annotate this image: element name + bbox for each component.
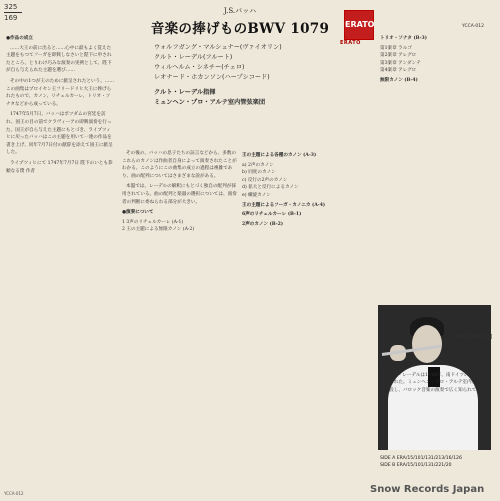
column-3 [242,150,342,490]
col4-item: 第2楽章 アレグロ [380,53,417,59]
col3-item: e) 螺旋カノン [242,192,271,198]
col2-section: ●演奏について [122,210,154,216]
col1-heading: ●作品の成立 [6,36,33,41]
col1-paragraph: 1747年5月7日、バッハはポツダムの宮廷を訪れ、国王の目の前でクラヴィーアの即興演奏を行った。国王が自ら与えた主題にもとづき、ライプツィヒに戻ったバッハはこの主題を用いて一連の作品を書き上げ、同年7月7日付の献辞を添えて国王に献呈した。 [6,112,113,156]
col4-item: 第3楽章 アンダンテ [380,60,421,66]
performer-1: ウォルフガング・マルシュナー(ヴァイオリン) [154,44,282,51]
col4-item: 無限カノン (B-4) [380,77,418,83]
performer-2: クルト・レーデル(フルート) [154,54,233,61]
col3-item: d) 拡大と反行によるカノン [242,185,299,191]
performer-3: ウィルヘルム・シネチー(チェロ) [154,64,245,71]
col3-item: 王の主題によるフーガ・カノニカ (A-4) [242,202,326,208]
conductor: クルト・レーデル指揮 [154,89,216,96]
col1-paragraph: その中の1つが王のために献呈されたという。……この曲集はプロイセン王フリードリヒ大王に捧げられたもので、カノン、リチェルカーレ、トリオ・ソナタなどから成っている。 [6,78,114,107]
note-credit: [解説: 服部幸三] [455,334,493,340]
col4-section: ●演奏者について [380,363,417,368]
title-block [140,6,340,146]
col4-item: 第4楽章 アレグロ [380,68,417,74]
col3-item: b) 同度のカノン [242,170,276,176]
watermark: Snow Records Japan [370,484,485,495]
col2-paragraph: 本盤では、レーデルの解釈にもとづく独自の配列が採用されている。曲の配列と楽器の選択については、演奏者の判断に委ねられる部分が大きい。 [122,184,237,205]
col3-item: 6声のリチェルカーレ (B-1) [242,212,302,218]
col2-item: 1 3声のリチェルカーレ (A-1) [122,219,184,225]
footer-code: YCCA-012 [4,491,24,496]
col3-heading: 王の主題による各種のカノン (A-3) [242,153,317,158]
col1-paragraph: ライプツィヒにて 1747年7月7日 陛下のいとも恭順なる僕 作者 [6,160,113,174]
catalog-code: YCCA-012 [462,24,484,29]
col2-paragraph: その後の、バッハの息子たちの証言などから、多数のこれらのカノンは作曲者自身によって演奏されたことがわかる。このようにこの曲集の成立の過程は複雑であり、曲の配列についてはさまざまな説がある。 [122,151,237,179]
col4-text: クルト・レーデルは1918年、南ドイツのブレスラウに生まれた。ミュンヘン・プロ・アルテ室内管弦楽団を創設し、バロック音楽の演奏で広く知られている。 [380,372,492,393]
orchestra: ミュンヘン・プロ・アルテ室内管弦楽団 [154,99,266,106]
col3-item: c) 反行の2声のカノン [242,177,288,183]
col1-paragraph: ……大王の前に出ると……心中に最もよく覚えた主題をもつてフーガを即興しなさいと陛下に申されたところ、とりわけ巧みな演奏の実例として、陛下が自ら与えられた主題を選び…… [6,45,112,74]
matrix-code-b: SIDE B ERA/15/101/131/221/20 [380,463,452,468]
composer-name: J.S.バッハ [223,7,257,15]
matrix-code-a: SIDE A ERA/15/101/131/213/16/126 [380,456,462,461]
performer-4: レオナード・ホカンソン(ハープシコード) [154,74,270,81]
column-2 [122,150,237,490]
column-4 [380,33,494,333]
catalog-number [4,3,22,22]
erato-logo: ERATO [344,10,374,40]
matrix-codes [380,455,496,469]
column-1 [6,33,114,488]
col4-item: トリオ・ソナタ (B-3) [380,36,427,41]
erato-logo-sub: ERATO [340,40,361,46]
catalog-number-bottom: 169 [4,14,18,22]
col3-item: a) 2声のカノン [242,162,274,168]
col3-item: 2声のカノン (B-2) [242,221,283,227]
col2-item: 2 王の主題による無限カノン (A-2) [122,227,195,233]
photo-face [412,325,442,363]
catalog-divider [4,12,22,13]
catalog-number-top: 325 [4,3,18,11]
album-title: 音楽の捧げものBWV 1079 [150,21,330,37]
col4-item: 第1楽章 ラルゴ [380,45,412,51]
